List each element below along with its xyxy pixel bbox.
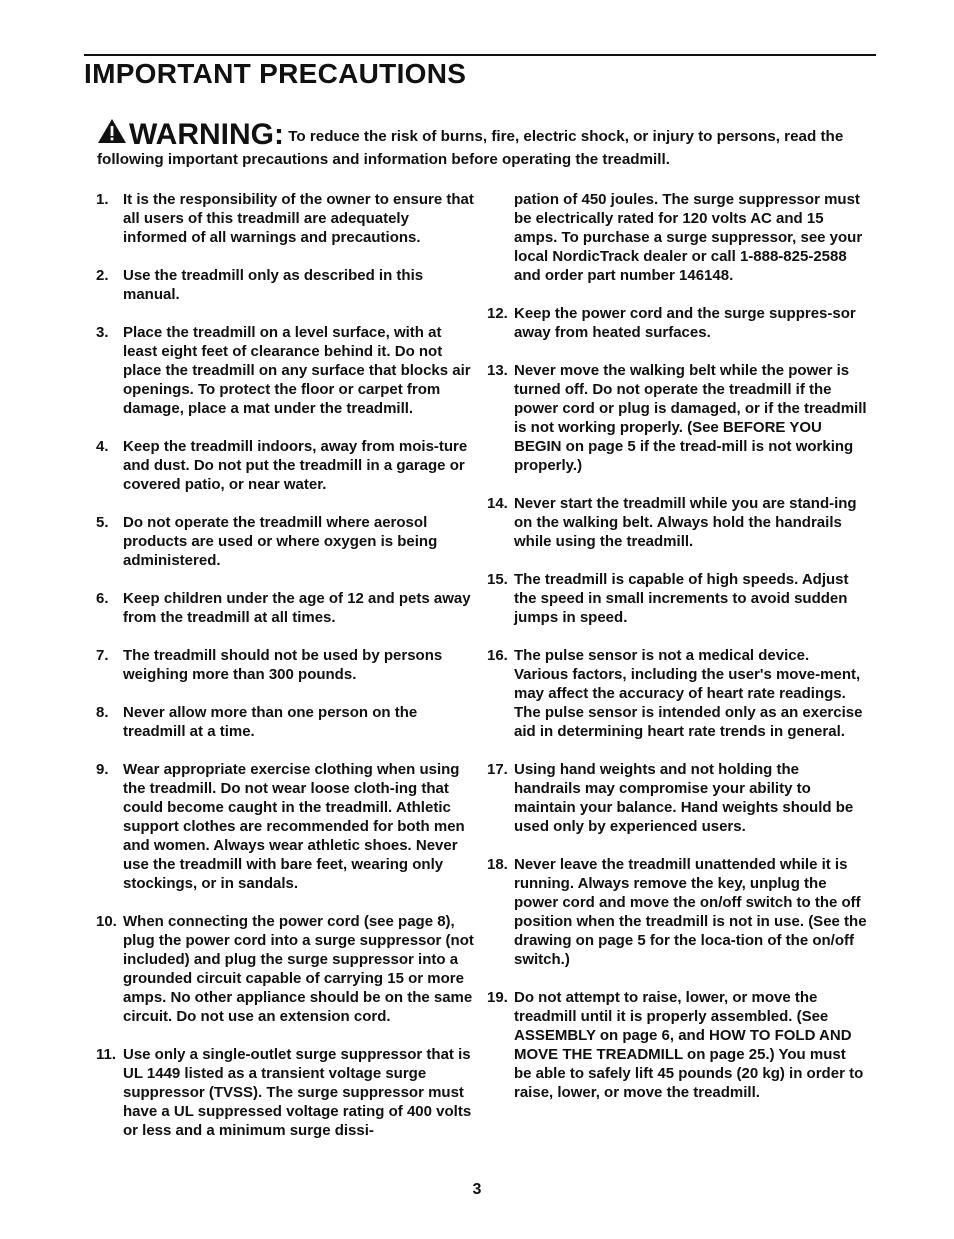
warning-label: WARNING: xyxy=(129,118,284,151)
warning-block xyxy=(97,118,867,170)
precaution-continuation: pation of 450 joules. The surge suppressor must be electrically rated for 120 volts AC and 15 amps. To purchase a surge suppressor, see your local NordicTrack dealer or call 1-888-825-2588 and order part number 146148. xyxy=(514,191,863,284)
precaution-text: Using hand weights and not holding the handrails may compromise your ability to maintain your balance. Hand weights should be used only by experienced users. xyxy=(514,761,854,835)
precaution-number: 9. xyxy=(96,761,109,778)
precaution-text: Keep children under the age of 12 and pets away from the treadmill at all times. xyxy=(123,590,471,626)
precaution-item xyxy=(96,703,476,741)
precaution-number: 12. xyxy=(487,305,508,322)
precaution-item xyxy=(96,589,476,627)
precaution-text: Use the treadmill only as described in this manual. xyxy=(123,267,424,303)
precaution-item xyxy=(487,988,867,1102)
header-rule xyxy=(84,54,876,56)
precaution-item xyxy=(487,760,867,836)
precaution-number: 13. xyxy=(487,362,508,379)
precaution-number: 16. xyxy=(487,647,508,664)
precaution-item xyxy=(96,513,476,570)
precaution-item xyxy=(487,304,867,342)
precaution-number: 18. xyxy=(487,856,508,873)
precaution-item xyxy=(96,912,476,1026)
precaution-text: Use only a single-outlet surge suppressor that is UL 1449 listed as a transient voltage surge suppressor (TVSS). The surge suppressor must have a UL suppressed voltage rating of 400 volts or less and a minimum surge dissi- xyxy=(123,1046,472,1139)
precaution-text: Place the treadmill on a level surface, with at least eight feet of clearance behind it. Do not place the treadmill on any surface that blocks air openings. To protect the floor or carpet from damage, place a mat under the treadmill. xyxy=(123,324,471,417)
precaution-item xyxy=(96,437,476,494)
precaution-number: 2. xyxy=(96,267,109,284)
precaution-number: 8. xyxy=(96,704,109,721)
precautions-left-column xyxy=(96,190,476,1140)
precautions-right-column xyxy=(487,190,867,1102)
precaution-text: Keep the treadmill indoors, away from mois-ture and dust. Do not put the treadmill in a garage or covered patio, or near water. xyxy=(123,438,468,493)
precaution-item xyxy=(96,646,476,684)
precaution-text: Never start the treadmill while you are stand-ing on the walking belt. Always hold the handrails while using the treadmill. xyxy=(514,495,857,550)
precaution-number: 3. xyxy=(96,324,109,341)
precaution-number: 6. xyxy=(96,590,109,607)
precaution-item xyxy=(96,1045,476,1140)
precaution-text: Do not operate the treadmill where aerosol products are used or where oxygen is being administered. xyxy=(123,514,438,569)
precaution-text: Never leave the treadmill unattended while it is running. Always remove the key, unplug the power cord and move the on/off switch to the off position when the treadmill is not in use. (See the drawing on page 5 for the loca-tion of the on/off switch.) xyxy=(514,856,867,968)
precaution-text: Do not attempt to raise, lower, or move the treadmill until it is properly assembled. (See ASSEMBLY on page 6, and HOW TO FOLD AND MOVE THE TREADMILL on page 25.) You must be able to safely lift 45 pounds (20 kg) in order to raise, lower, or move the treadmill. xyxy=(514,989,864,1101)
precaution-item xyxy=(96,760,476,893)
precaution-item xyxy=(487,361,867,475)
precaution-text: Never move the walking belt while the power is turned off. Do not operate the treadmill if the power cord or plug is damaged, or if the treadmill is not working properly. (See BEFORE YOU BEGIN on page 5 if the tread-mill is not working properly.) xyxy=(514,362,867,474)
precaution-number: 15. xyxy=(487,571,508,588)
precaution-number: 5. xyxy=(96,514,109,531)
page-number: 3 xyxy=(472,1181,482,1198)
precaution-text: The treadmill should not be used by persons weighing more than 300 pounds. xyxy=(123,647,443,683)
precaution-number: 10. xyxy=(96,913,117,930)
precaution-number: 14. xyxy=(487,495,508,512)
precaution-item xyxy=(487,570,867,627)
precaution-text: When connecting the power cord (see page 8), plug the power cord into a surge suppressor (not included) and plug the surge suppressor into a grounded circuit capable of carrying 15 or more amps. No other appliance should be on the same circuit. Do not use an extension cord. xyxy=(123,913,474,1025)
precaution-number: 19. xyxy=(487,989,508,1006)
precaution-text: The treadmill is capable of high speeds. Adjust the speed in small increments to avoid sudden jumps in speed. xyxy=(514,571,849,626)
precaution-text: The pulse sensor is not a medical device. Various factors, including the user's move-ment, may affect the accuracy of heart rate readings. The pulse sensor is intended only as an exercise aid in determining heart rate trends in general. xyxy=(514,647,863,740)
precaution-text: Wear appropriate exercise clothing when using the treadmill. Do not wear loose cloth-ing that could become caught in the treadmill. Athletic support clothes are recommended for both men and women. Always wear athletic shoes. Never use the treadmill with bare feet, wearing only stockings, or in sandals. xyxy=(123,761,465,892)
page-title: IMPORTANT PRECAUTIONS xyxy=(84,58,467,89)
precaution-item xyxy=(487,646,867,741)
precaution-number: 1. xyxy=(96,191,109,208)
precaution-number: 11. xyxy=(96,1046,117,1063)
precaution-item xyxy=(96,266,476,304)
precaution-number: 7. xyxy=(96,647,109,664)
precaution-item xyxy=(487,494,867,551)
warning-text: To reduce the risk of burns, fire, electric shock, or injury to persons, read the following important precautions and information before operating the treadmill. xyxy=(97,128,844,168)
precaution-item xyxy=(96,190,476,247)
precaution-item xyxy=(96,323,476,418)
precaution-text: Never allow more than one person on the treadmill at a time. xyxy=(123,704,418,740)
precaution-text: It is the responsibility of the owner to ensure that all users of this treadmill are adequately informed of all warnings and precautions. xyxy=(123,191,474,246)
warning-triangle-icon xyxy=(97,118,127,144)
precaution-number: 4. xyxy=(96,438,109,455)
precaution-item xyxy=(487,855,867,969)
precaution-number: 17. xyxy=(487,761,508,778)
precaution-text: Keep the power cord and the surge suppres-sor away from heated surfaces. xyxy=(514,305,856,341)
